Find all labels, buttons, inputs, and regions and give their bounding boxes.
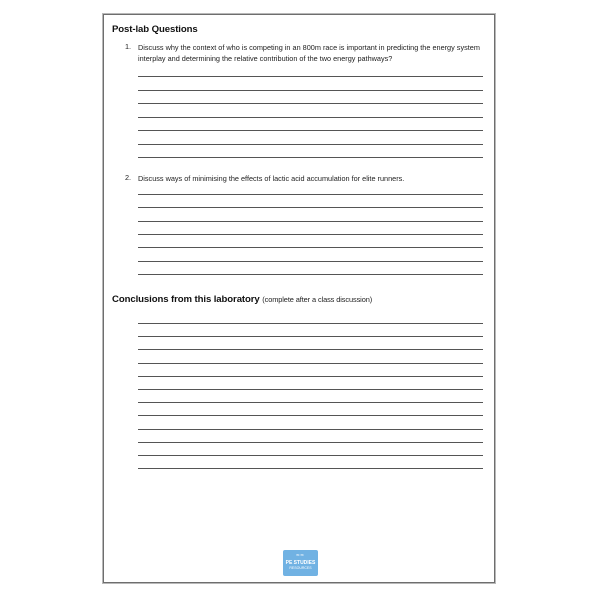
answer-line[interactable] [138, 247, 483, 248]
answer-line[interactable] [138, 117, 483, 118]
logo-brand: PE STUDIES [285, 560, 316, 566]
answer-line[interactable] [138, 415, 483, 416]
answer-line[interactable] [138, 103, 483, 104]
answer-line[interactable] [138, 402, 483, 403]
logo-sub: RESOURCES [289, 566, 312, 570]
answer-line[interactable] [138, 207, 483, 208]
postlab-title: Post-lab Questions [112, 24, 198, 35]
question-2-text: Discuss ways of minimising the effects of lactic acid accumulation for elite runners. [138, 174, 405, 183]
answer-line[interactable] [138, 455, 483, 456]
question-1-number: 1. [125, 42, 132, 51]
question-2-number: 2. [125, 173, 132, 182]
question-1-text: Discuss why the context of who is competing in an 800m race is important in predicting the energy system interplay and determining the relative contribution of the two energy pathways? [138, 43, 480, 63]
answer-line[interactable] [138, 234, 483, 235]
conclusions-note: (complete after a class discussion) [262, 295, 373, 304]
answer-line[interactable] [138, 221, 483, 222]
conclusions-title: Conclusions from this laboratory [112, 294, 260, 305]
answer-line[interactable] [138, 274, 483, 275]
answer-line[interactable] [138, 90, 483, 91]
answer-line[interactable] [138, 349, 483, 350]
answer-line[interactable] [138, 389, 483, 390]
answer-line[interactable] [138, 363, 483, 364]
answer-line[interactable] [138, 468, 483, 469]
answer-line[interactable] [138, 130, 483, 131]
pe-studies-logo [283, 550, 318, 576]
worksheet-page [103, 14, 495, 583]
answer-line[interactable] [138, 429, 483, 430]
answer-line[interactable] [138, 442, 483, 443]
answer-line[interactable] [138, 323, 483, 324]
runner-figures-icon: ≈≈ [296, 553, 305, 559]
answer-line[interactable] [138, 144, 483, 145]
answer-line[interactable] [138, 261, 483, 262]
answer-line[interactable] [138, 336, 483, 337]
answer-line[interactable] [138, 194, 483, 195]
answer-line[interactable] [138, 157, 483, 158]
conclusions-heading [112, 294, 372, 305]
answer-line[interactable] [138, 376, 483, 377]
answer-line[interactable] [138, 76, 483, 77]
